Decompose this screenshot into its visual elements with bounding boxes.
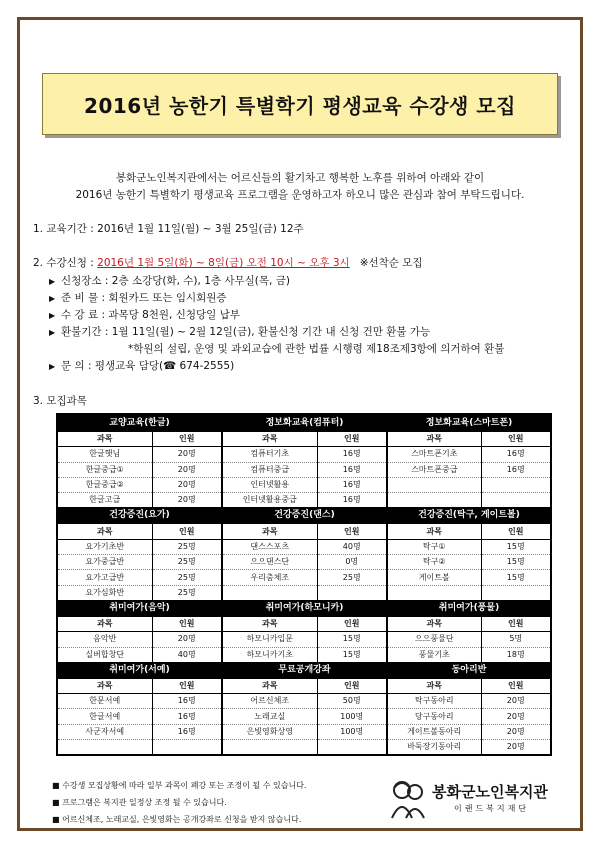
course-capacity: 20명 (481, 724, 551, 739)
column-header-row (57, 616, 551, 631)
course-capacity: 20명 (481, 694, 551, 709)
count-column-header: 인원 (317, 678, 387, 693)
materials-text: 준 비 물 : 회원카드 또는 임시회원증 (61, 292, 227, 304)
course-capacity: 15명 (481, 555, 551, 570)
intro-line-1: 봉화군노인복지관에서는 어르신들의 활기차고 행복한 노후를 위하여 아래와 같이 (115, 172, 485, 184)
group-title: 정보화교육(컴퓨터) (222, 414, 387, 432)
group-title: 교양교육(한글) (57, 414, 222, 432)
note-text: 프로그램은 복지관 일정상 조정 될 수 있습니다. (62, 798, 227, 807)
course-capacity: 15명 (317, 647, 387, 662)
table-row (57, 740, 551, 756)
notes (52, 777, 306, 828)
course-capacity: 100명 (317, 724, 387, 739)
course-name: 탁구① (387, 539, 481, 554)
group-header-row (57, 600, 551, 617)
course-capacity: 25명 (317, 570, 387, 585)
course-name: 게이트볼동아리 (387, 724, 481, 739)
logo-subtitle: 이랜드복지재단 (454, 804, 530, 813)
course-capacity (152, 740, 222, 756)
course-capacity: 16명 (317, 493, 387, 508)
table-row (57, 555, 551, 570)
course-name: 음악반 (57, 632, 152, 647)
education-period: 1. 교육기간 : 2016년 1월 11일(월) ~ 3월 25일(금) 12주 (33, 223, 304, 235)
course-name: 요가고급반 (57, 570, 152, 585)
square-bullet-icon: ■ (52, 781, 60, 790)
count-column-header: 인원 (152, 524, 222, 539)
course-name: 하모니카기초 (222, 647, 317, 662)
course-column-header: 과목 (57, 678, 152, 693)
note-item (52, 811, 306, 828)
table-row (57, 632, 551, 647)
application-line (33, 255, 423, 270)
square-bullet-icon: ■ (52, 815, 60, 824)
contact-text: 문 의 : 평생교육 담당(☎ 674-2555) (61, 360, 235, 372)
first-come-note: ※선착순 모집 (359, 257, 423, 269)
count-column-header: 인원 (317, 524, 387, 539)
bullet-location (49, 273, 290, 288)
triangle-bullet-icon: ▶ (49, 311, 56, 320)
count-column-header: 인원 (152, 616, 222, 631)
course-name: 게이트볼 (387, 570, 481, 585)
course-capacity: 5명 (481, 632, 551, 647)
course-column-header: 과목 (57, 616, 152, 631)
course-name (387, 585, 481, 600)
count-column-header: 인원 (481, 432, 551, 447)
group-title: 정보화교육(스마트폰) (387, 414, 551, 432)
course-column-header: 과목 (387, 616, 481, 631)
course-name: 한글중급② (57, 477, 152, 492)
count-column-header: 인원 (317, 616, 387, 631)
refund-text: 환불기간 : 1월 11일(월) ~ 2월 12일(금), 환불신청 기간 내 신청 건만 환불 가능 (61, 326, 431, 338)
triangle-bullet-icon: ▶ (49, 328, 56, 337)
course-capacity: 15명 (481, 539, 551, 554)
course-capacity: 16명 (152, 724, 222, 739)
course-name: 당구동아리 (387, 709, 481, 724)
title-banner (42, 73, 558, 135)
course-name (57, 740, 152, 756)
course-name: 사군자서예 (57, 724, 152, 739)
course-capacity: 0명 (317, 555, 387, 570)
triangle-bullet-icon: ▶ (49, 294, 56, 303)
course-capacity: 25명 (152, 539, 222, 554)
table-row (57, 694, 551, 709)
course-name: 한글중급① (57, 462, 152, 477)
course-capacity: 40명 (152, 647, 222, 662)
course-name: 노래교실 (222, 709, 317, 724)
course-name: 인터넷활용중급 (222, 493, 317, 508)
bullet-materials (49, 290, 227, 305)
course-name (387, 493, 481, 508)
fee-text: 수 강 료 : 과목당 8천원, 신청당일 납부 (61, 309, 240, 321)
course-name: 풍물기초 (387, 647, 481, 662)
course-capacity (481, 585, 551, 600)
bullet-refund (49, 324, 430, 339)
course-column-header: 과목 (222, 616, 317, 631)
square-bullet-icon: ■ (52, 798, 60, 807)
group-header-row (57, 507, 551, 524)
table-row (57, 447, 551, 462)
location-text: 신청장소 : 2층 소강당(화, 수), 1층 사무실(목, 금) (61, 275, 290, 287)
group-title: 취미여가(음악) (57, 600, 222, 617)
count-column-header: 인원 (481, 524, 551, 539)
logo-name: 봉화군노인복지관 (432, 783, 548, 801)
table-row (57, 570, 551, 585)
course-name: 요가기초반 (57, 539, 152, 554)
course-capacity: 40명 (317, 539, 387, 554)
course-capacity: 16명 (317, 447, 387, 462)
course-capacity (481, 493, 551, 508)
course-capacity: 15명 (481, 570, 551, 585)
count-column-header: 인원 (317, 432, 387, 447)
table-row (57, 724, 551, 739)
course-capacity: 16명 (481, 447, 551, 462)
course-capacity: 25명 (152, 585, 222, 600)
course-capacity: 50명 (317, 694, 387, 709)
course-capacity: 16명 (152, 709, 222, 724)
course-column-header: 과목 (57, 524, 152, 539)
count-column-header: 인원 (152, 432, 222, 447)
course-name: 한글서예 (57, 709, 152, 724)
course-name: 인터넷활용 (222, 477, 317, 492)
bullet-fee (49, 307, 240, 322)
group-header-row (57, 662, 551, 679)
page-title: 2016년 농한기 특별학기 평생교육 수강생 모집 (84, 93, 516, 118)
table-row (57, 539, 551, 554)
column-header-row (57, 524, 551, 539)
course-capacity: 15명 (317, 632, 387, 647)
course-capacity: 16명 (317, 462, 387, 477)
course-capacity: 100명 (317, 709, 387, 724)
application-prefix: 2. 수강신청 : (33, 257, 98, 269)
course-name: 스마트폰기초 (387, 447, 481, 462)
course-name (222, 740, 317, 756)
course-name: 은빛영화상영 (222, 724, 317, 739)
course-name: 한문서예 (57, 694, 152, 709)
course-name: 으으댄스단 (222, 555, 317, 570)
course-capacity: 20명 (152, 447, 222, 462)
group-title: 건강증진(탁구, 게이트볼) (387, 507, 551, 524)
course-name: 컴퓨터중급 (222, 462, 317, 477)
table-row (57, 709, 551, 724)
course-name: 댄스스포츠 (222, 539, 317, 554)
bullet-contact (49, 358, 234, 373)
course-column-header: 과목 (387, 678, 481, 693)
course-name: 하모니카입문 (222, 632, 317, 647)
course-name: 요가심화반 (57, 585, 152, 600)
refund-note: *학원의 설립, 운영 및 과외교습에 관한 법률 시행령 제18조제3항에 의거하여 환불 (128, 343, 505, 355)
table-row (57, 647, 551, 662)
course-capacity (481, 477, 551, 492)
course-column-header: 과목 (222, 524, 317, 539)
column-header-row (57, 432, 551, 447)
course-capacity: 20명 (152, 493, 222, 508)
course-name: 요가중급반 (57, 555, 152, 570)
course-name: 우리춤체조 (222, 570, 317, 585)
application-period: 2016년 1월 5일(화) ~ 8일(금) 오전 10시 ~ 오후 3시 (97, 257, 350, 269)
intro-line-2: 2016년 농한기 특별학기 평생교육 프로그램을 운영하고자 하오니 많은 관심과 참여 부탁드립니다. (75, 189, 525, 201)
course-column-header: 과목 (222, 432, 317, 447)
note-text: 어르신체조, 노래교실, 은빛영화는 공개강좌로 신청을 받지 않습니다. (62, 815, 302, 824)
programs-table (56, 413, 552, 756)
course-name: 어르신체조 (222, 694, 317, 709)
welfare-center-logo (388, 778, 568, 824)
course-name: 컴퓨터기초 (222, 447, 317, 462)
course-name: 한글햇님 (57, 447, 152, 462)
group-title: 취미여가(풍물) (387, 600, 551, 617)
group-title: 동아리반 (387, 662, 551, 679)
table-row (57, 462, 551, 477)
course-capacity: 25명 (152, 570, 222, 585)
course-name: 바둑장기동아리 (387, 740, 481, 756)
course-name (222, 585, 317, 600)
course-name: 탁구동아리 (387, 694, 481, 709)
group-title: 취미여가(서예) (57, 662, 222, 679)
triangle-bullet-icon: ▶ (49, 362, 56, 371)
group-title: 건강증진(댄스) (222, 507, 387, 524)
course-name: 으으풍물단 (387, 632, 481, 647)
course-name (387, 477, 481, 492)
course-capacity: 20명 (152, 632, 222, 647)
course-capacity: 16명 (152, 694, 222, 709)
course-column-header: 과목 (387, 432, 481, 447)
count-column-header: 인원 (481, 616, 551, 631)
course-column-header: 과목 (387, 524, 481, 539)
course-name: 탁구② (387, 555, 481, 570)
course-capacity: 16명 (317, 477, 387, 492)
group-title: 취미여가(하모니카) (222, 600, 387, 617)
group-title: 건강증진(요가) (57, 507, 222, 524)
group-header-row (57, 414, 551, 432)
course-name: 실버합창단 (57, 647, 152, 662)
group-title: 무료공개강좌 (222, 662, 387, 679)
course-capacity: 20명 (481, 709, 551, 724)
course-capacity (317, 585, 387, 600)
table-row (57, 477, 551, 492)
course-capacity: 16명 (481, 462, 551, 477)
course-name: 한글고급 (57, 493, 152, 508)
course-column-header: 과목 (222, 678, 317, 693)
course-capacity: 20명 (152, 477, 222, 492)
course-capacity: 20명 (481, 740, 551, 756)
course-capacity: 20명 (152, 462, 222, 477)
count-column-header: 인원 (152, 678, 222, 693)
course-name: 스마트폰중급 (387, 462, 481, 477)
programs-heading: 3. 모집과목 (33, 395, 87, 407)
table-row (57, 585, 551, 600)
triangle-bullet-icon: ▶ (49, 277, 56, 286)
note-item (52, 794, 306, 811)
course-capacity (317, 740, 387, 756)
column-header-row (57, 678, 551, 693)
note-text: 수강생 모집상황에 따라 일부 과목이 폐강 또는 조정이 될 수 있습니다. (62, 781, 307, 790)
course-column-header: 과목 (57, 432, 152, 447)
course-capacity: 25명 (152, 555, 222, 570)
note-item (52, 777, 306, 794)
course-capacity: 18명 (481, 647, 551, 662)
elderly-couple-icon (388, 778, 428, 822)
count-column-header: 인원 (481, 678, 551, 693)
table-row (57, 493, 551, 508)
